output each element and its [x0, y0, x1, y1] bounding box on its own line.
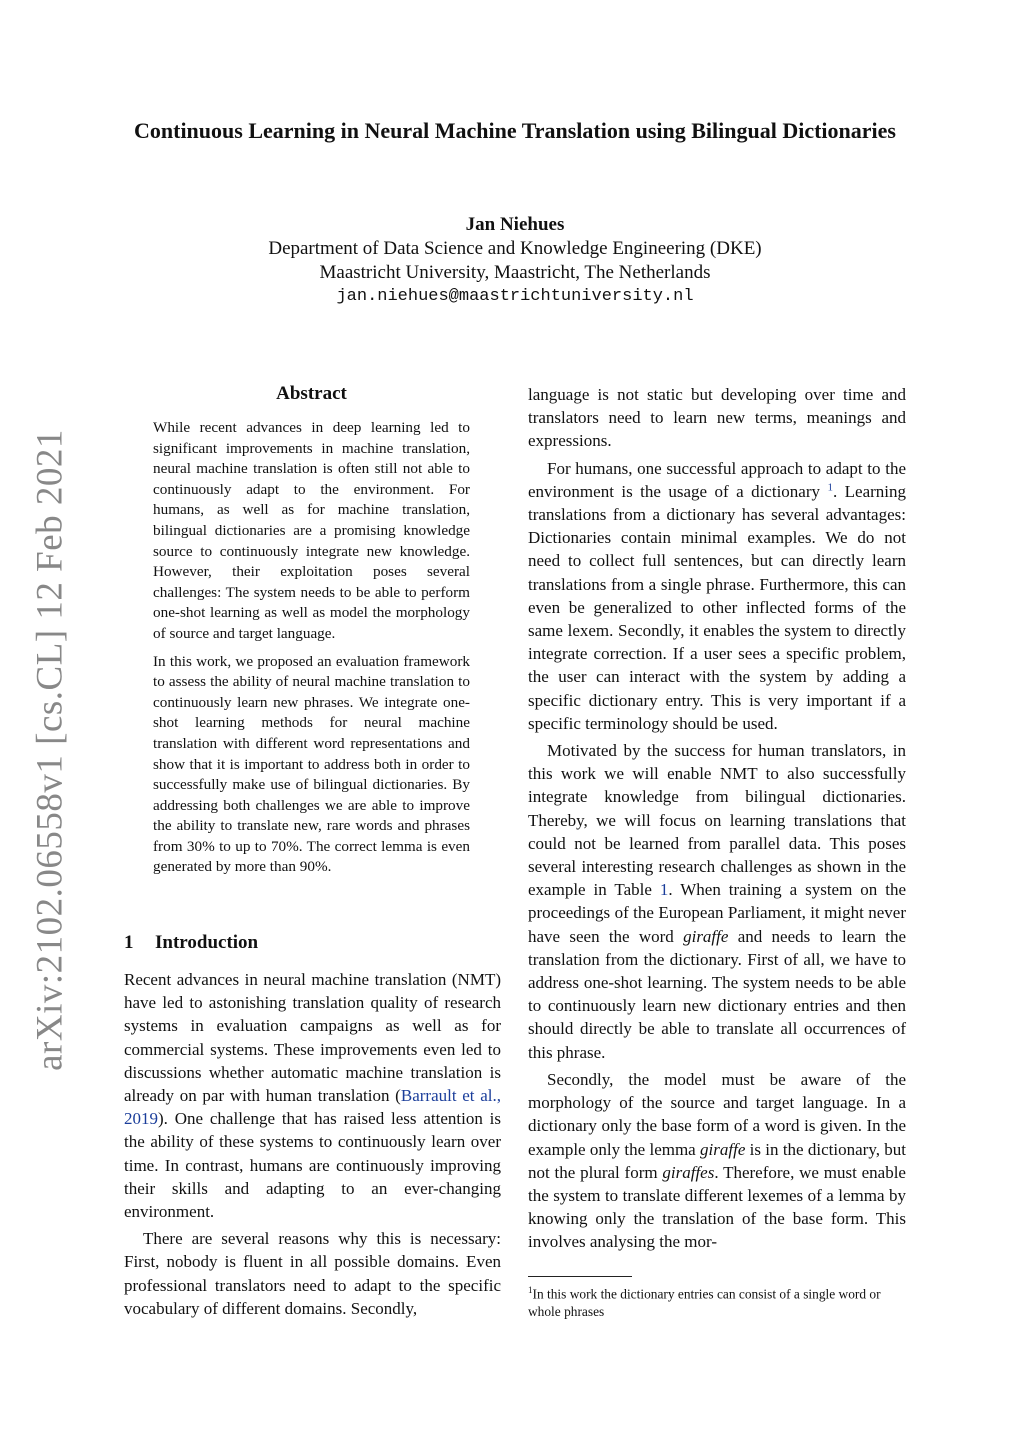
- footnote-marker-link[interactable]: 1: [827, 481, 833, 494]
- author-block: [130, 213, 900, 309]
- abstract-body: [153, 418, 470, 885]
- section-title: Introduction: [155, 932, 259, 953]
- author-university: Maastricht University, Maastricht, The Netherlands: [319, 262, 711, 283]
- intro-paragraph-5: Secondly, the model must be aware of the morphology of the source and target language. In a dictionary only the base form of a word is given. In the example only the lemma giraffe is in the dictionary, but not the plural form giraffes. Therefore, we must enable the system to translate different lexemes of a lemma by knowing only the translation of the base form. This involves analysing the mor-: [528, 1069, 906, 1252]
- intro-paragraph-2-continued: language is not static but developing over time and translators need to learn new terms, meanings and expressions.: [528, 385, 906, 451]
- author-department: Department of Data Science and Knowledge Engineering (DKE): [268, 238, 762, 259]
- section-number: 1: [124, 932, 134, 953]
- footnote-text: In this work the dictionary entries can consist of a single word or whole phrases: [528, 1286, 881, 1320]
- introduction-heading: [124, 932, 504, 954]
- author-name: Jan Niehues: [465, 214, 565, 235]
- abstract-paragraph-2: In this work, we proposed an evaluation framework to assess the ability of neural machine translation to continuously learn new phrases. We integrate one-shot learning methods for neural machine translation with different word representations and show that it is important to address both in order to successfully make use of bilingual dictionaries. By addressing both challenges we are able to improve the ability to translate new, rare words and phrases from 30% to up to 70%. The correct lemma is even generated by more than 90%.: [153, 652, 470, 876]
- left-column-body: [124, 968, 501, 1324]
- footnote-number: 1: [528, 1285, 533, 1295]
- author-email[interactable]: jan.niehues@maastrichtuniversity.nl: [336, 287, 694, 306]
- paper-title: Continuous Learning in Neural Machine Translation using Bilingual Dictionaries: [134, 118, 896, 143]
- right-column-body: [528, 383, 906, 1258]
- intro-paragraph-3: For humans, one successful approach to adapt to the environment is the usage of a dictionary $^1$. Learning translations from a dictionary has several advantages: Dictionaries contain minimal examples. We do not need to collect full sentences, but can directly learn translations from a single phrase. Furthermore, this can even be generalized to other inflected forms of the same lexem. Secondly, it enables the system to directly integrate correction. If a user sees a specific problem, the user can interact with the system by adding a specific dictionary entry. This is very important if a specific terminology should be used.: [528, 458, 907, 733]
- citation-barrault-link[interactable]: Barrault et al., 2019: [124, 1086, 501, 1129]
- table-reference-link[interactable]: 1: [659, 880, 669, 900]
- intro-paragraph-2: There are several reasons why this is necessary: First, nobody is fluent in all possible domains. Even professional translators need to adapt to the specific vocabulary of different domains. Secondly,: [124, 1229, 501, 1318]
- abstract-paragraph-1: While recent advances in deep learning led to significant improvements in machine translation, neural machine translation is often still not able to continuously adapt to the environment. For humans, as well as for machine translation, bilingual dictionaries are a promising knowledge source to continuously integrate new knowledge. However, their exploitation poses several challenges: The system needs to be able to perform one-shot learning as well as model the morphology of source and target language.: [153, 419, 470, 642]
- abstract-heading: Abstract: [276, 383, 347, 404]
- arxiv-identifier-stamp: arXiv:2102.06558v1 [cs.CL] 12 Feb 2021: [29, 429, 71, 1071]
- footnote: [528, 1282, 906, 1321]
- intro-paragraph-4: Motivated by the success for human translators, in this work we will enable NMT to also successfully integrate knowledge from bilingual dictionaries. Thereby, we will focus on learning translations that could not be learned from parallel data. This poses several interesting research challenges as shown in the example in Table 1. When training a system on the proceedings of the European Parliament, it might never have seen the word giraffe and needs to learn the translation from the dictionary. First of all, we have to address one-shot learning. The system needs to be able to continuously learn new dictionary entries and then should directly be able to translate all occurrences of this phrase.: [528, 741, 907, 1062]
- footnote-divider: [528, 1276, 632, 1277]
- intro-paragraph-1: Recent advances in neural machine translation (NMT) have led to astonishing translation quality of research systems in evaluation campaigns as well as for commercial systems. These improvements even led to discussions whether automatic machine translation is already on par with human translation (Barrault et al., 2019). One challenge that has raised less attention is the ability of these systems to continuously learn over time. In contrast, humans are continuously improving their skills and adapting to an ever-changing environment.: [124, 970, 501, 1222]
